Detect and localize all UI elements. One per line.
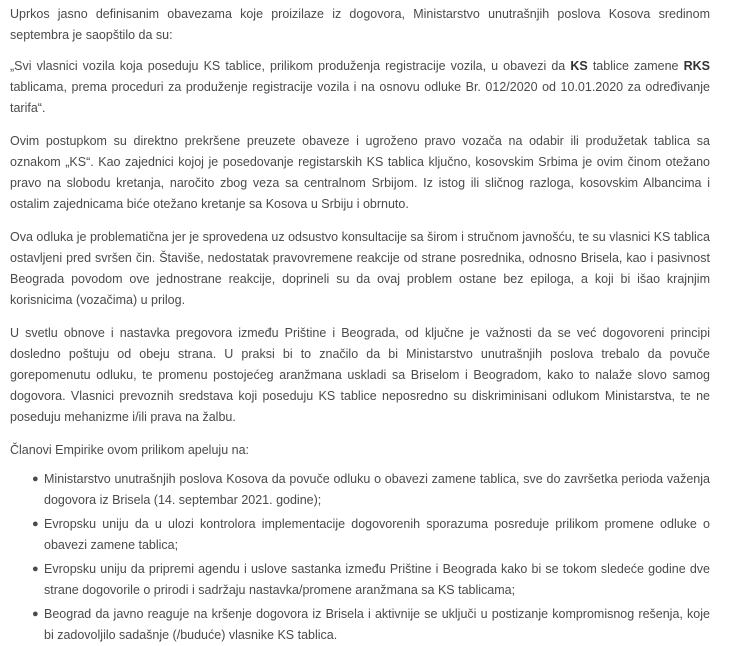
intro-paragraph: Uprkos jasno definisanim obavezama koje proizilaze iz dogovora, Ministarstvo unutrašnjih poslova Kosova sredinom septembra je saopštilo da su: [10,7,710,42]
list-item-text: Beograd da javno reaguje na kršenje dogovora iz Brisela i aktivnije se uključi u postizanje kompromisnog rešenja, koje bi zadovoljilo sadašnje (/buduće) vlasnike KS tablica. [44,607,710,642]
quote-text-2: tablice zamene [587,59,684,73]
list-item [32,469,710,511]
negotiations-paragraph: U svetlu obnove i nastavka pregovora između Prištine i Beograda, od ključne je važnosti da se već dogovoreni principi dosledno poštuju od obeju strana. U praksi bi to značilo da bi Ministarstvo unutrašnjih poslova trebalo da povuče gorepomenutu odluku, te promenu postojećeg aranžmana uskladi sa Briselom i Beogradom, kako to nalaže slovo samog dogovora. Vlasnici prevoznih sredstava koji poseduju KS tablice neposredno su diskriminisani odlukom Ministarstva, te ne poseduju mehanizme i/ili prava na žalbu. [10,326,710,424]
bullet-icon: ● [32,518,39,530]
list-item [32,559,710,601]
bullet-icon: ● [32,563,39,575]
bullet-icon: ● [32,473,39,485]
appeal-intro: Članovi Empirike ovom prilikom apeluju na: [10,443,249,457]
list-item-text: Ministarstvo unutrašnjih poslova Kosova da povuče odluku o obavezi zamene tablica, sve do završetka perioda važenja dogovora iz Brisela (14. septembar 2021. godine); [44,472,710,507]
quote-bold-ks: KS [570,59,588,73]
list-item [32,604,710,646]
ministry-quote [10,56,710,119]
list-item-text: Evropsku uniju da u ulozi kontrolora implementacije dogovorenih sporazuma posreduje prilikom promene odluke o obavezi zamene tablica; [44,517,710,552]
problem-paragraph: Ova odluka je problematična jer je sprovedena uz odsustvo konsultacije sa širom i stručnom javnošću, te su vlasnici KS tablica ostavljeni pred svršen čin. Štaviše, nedostatak pravovremene reakcije od strane posrednika, odnosno Brisela, kao i pasivnost Beograda povodom ove jednostrane reakcije, doprineli su da ovaj problem ostane bez epiloga, a koji bi išao krajnjim korisnicima (vozačima) u prilog. [10,230,710,307]
list-item [32,514,710,556]
bullet-icon: ● [32,608,39,620]
list-item-text: Evropsku uniju da pripremi agendu i uslove sastanka između Prištine i Beograda kako bi se tokom sledeće godine dve strane dogovorile o prirodi i sadržaju nastavka/promene aranžmana sa KS tablicama; [44,562,710,597]
quote-bold-rks: RKS [683,59,711,73]
violation-paragraph: Ovim postupkom su direktno prekršene preuzete obaveze i ugroženo pravo vozača na odabir ili produžetak tablica sa oznakom „KS“. Kao zajednici kojoj je posedovanje registarskih KS tablica ključno, kosovskim Srbima je ovim činom otežano pravo na slobodu kretanja, naročito zbog veza sa centralnom Srbijom. Iz istog ili sličnog razloga, kosovskim Albancima i ostalim zajednicama biće otežano kretanje sa Kosova u Srbiju i obrnuto. [10,134,710,211]
quote-text-1: „Svi vlasnici vozila koja poseduju KS tablice, prilikom produženja registracije vozila, u obavezi da [10,59,571,73]
appeal-list [10,469,710,646]
quote-text-3: tablicama, prema proceduri za produženje registracije vozila i na osnovu odluke Br. 012/2020 od 10.01.2020 za određivanje tarifa“. [10,80,710,115]
